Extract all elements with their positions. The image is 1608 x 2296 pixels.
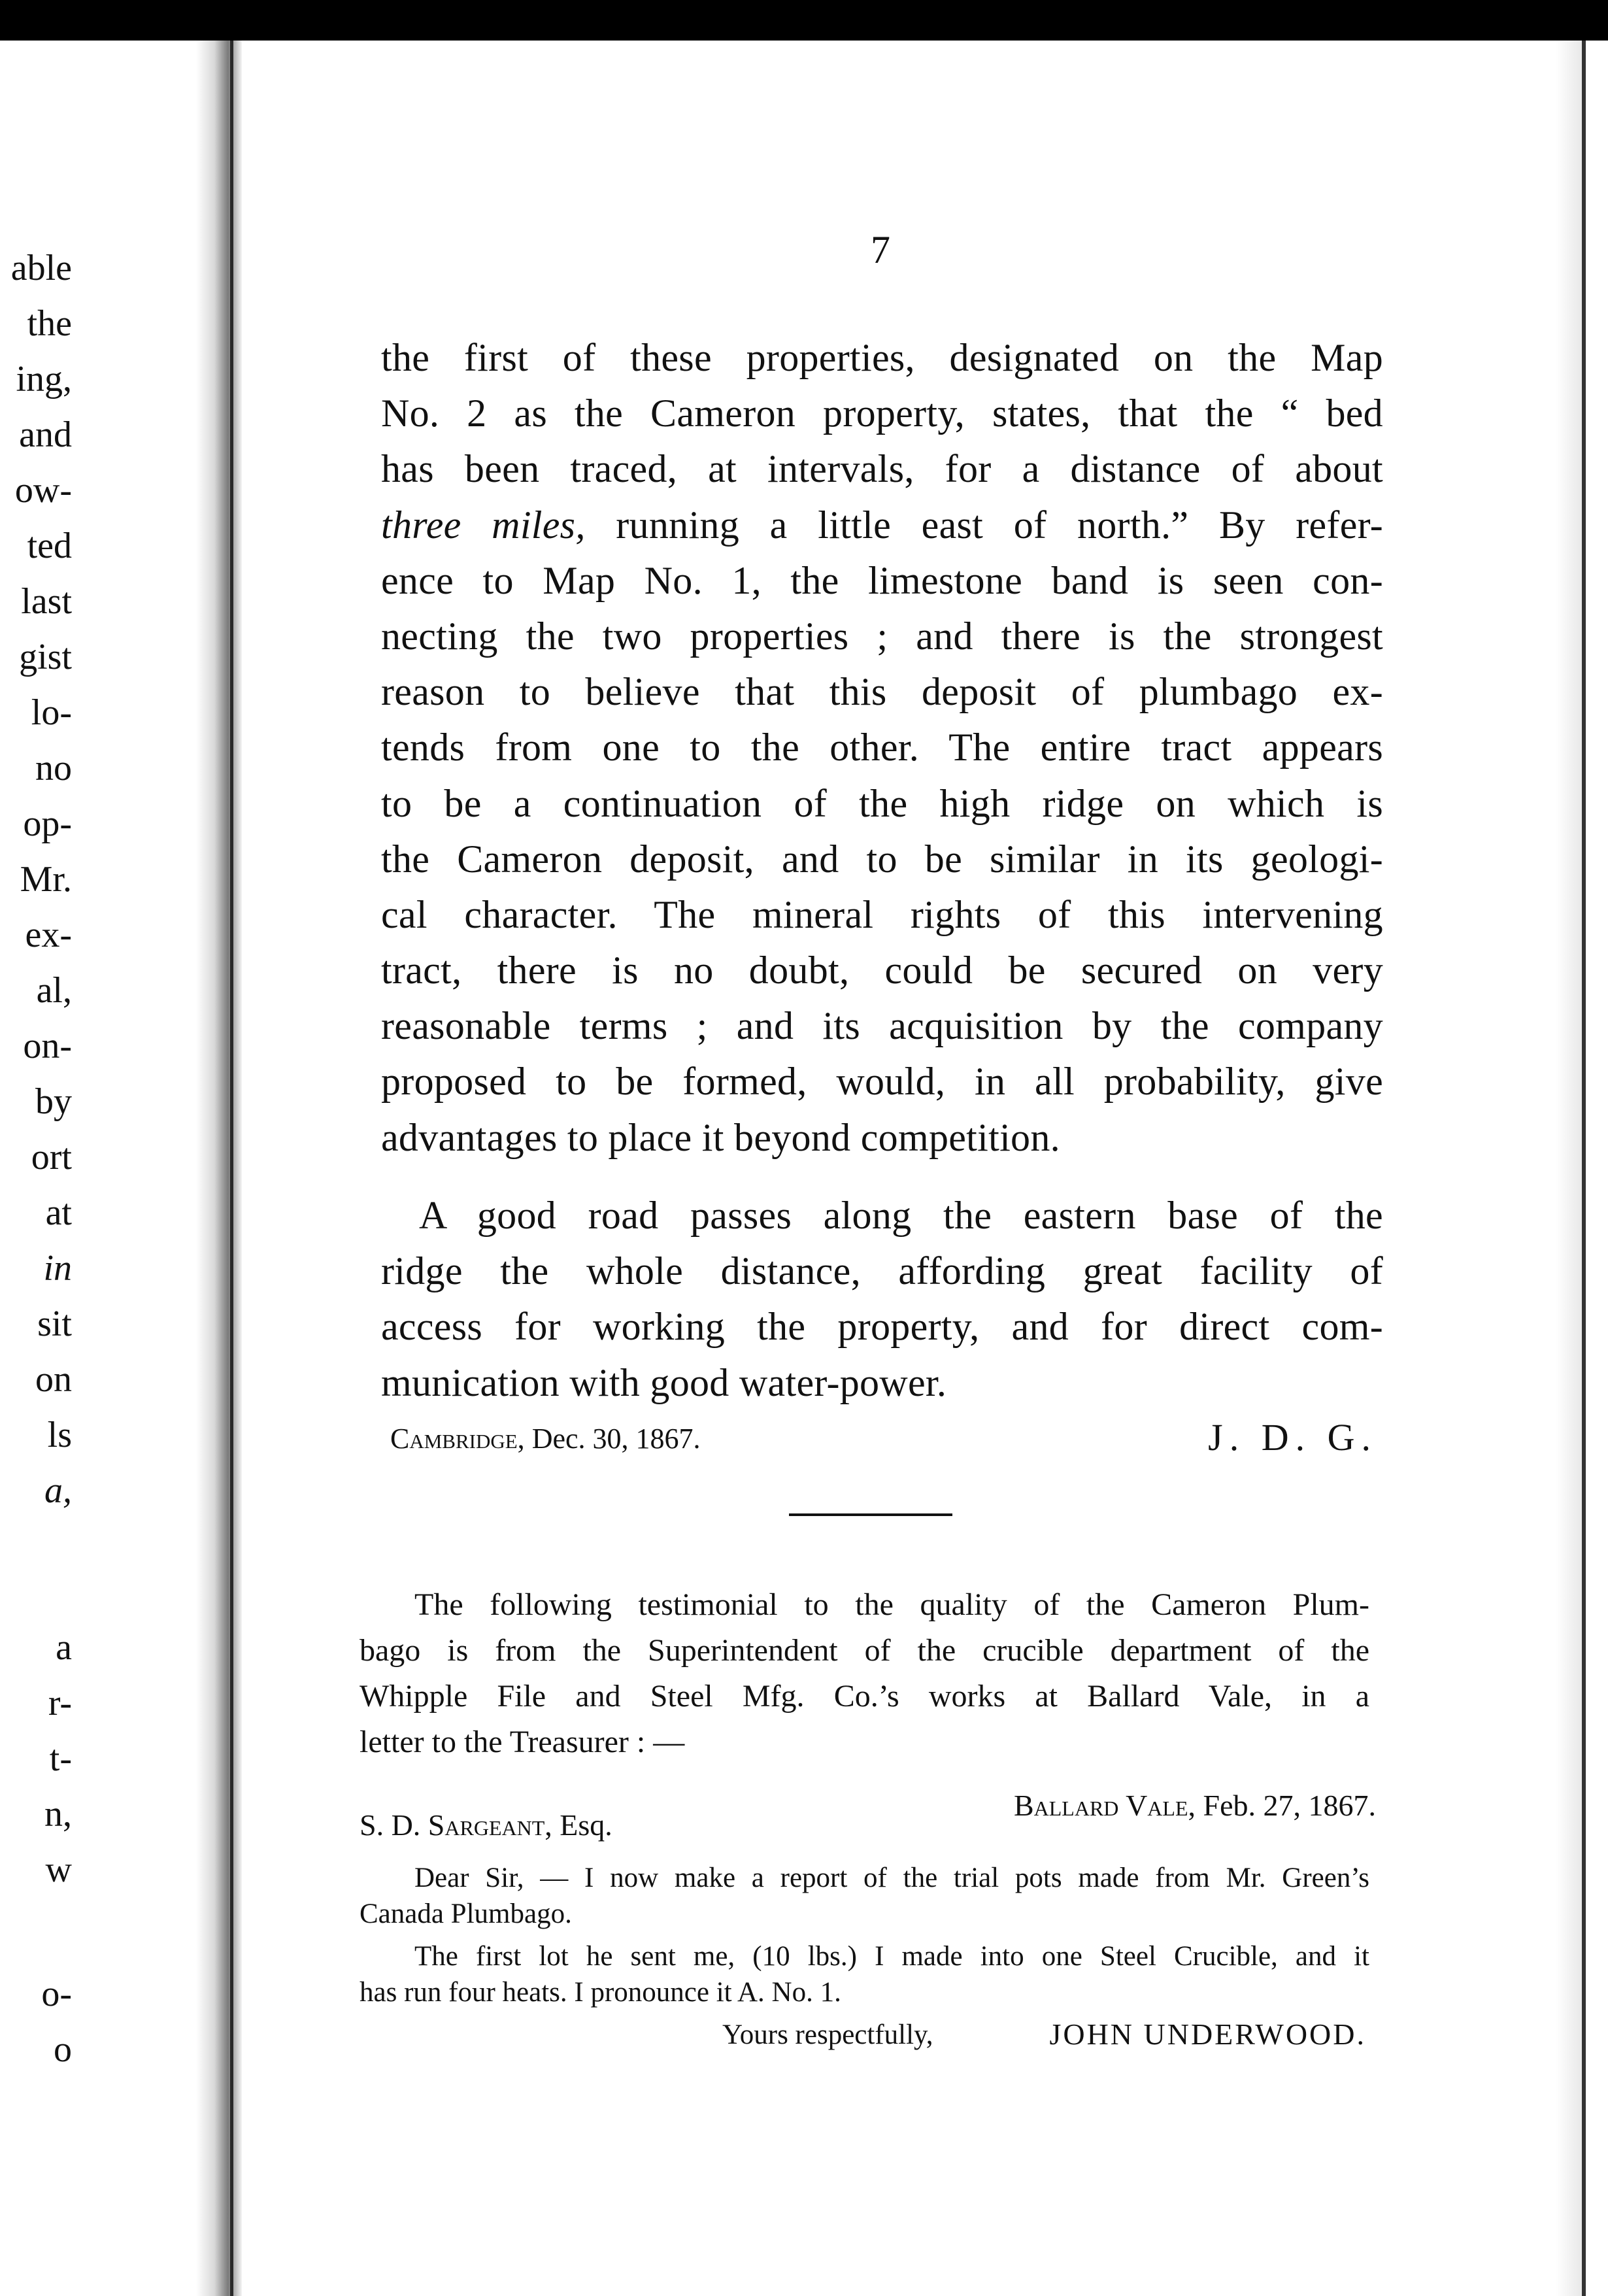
text-line-rest: running a little east of north.” By refer-: [616, 503, 1383, 547]
left-fragment: ls: [47, 1415, 72, 1455]
left-fragment: at: [45, 1192, 72, 1233]
left-fragment: the: [27, 303, 72, 344]
text-line: A good road passes along the eastern base of the: [419, 1194, 1383, 1237]
left-fragment: last: [21, 581, 72, 622]
letter-date: Feb. 27, 1867.: [1203, 1789, 1376, 1822]
left-fragment: able: [10, 248, 72, 288]
signature-row: [390, 1415, 1377, 1468]
left-fragment: o: [54, 2029, 72, 2070]
text-line: advantages to place it beyond competition.: [381, 1115, 1060, 1159]
text-line: the Cameron deposit, and to be similar in its geologi-: [381, 837, 1383, 881]
italic-phrase: three miles,: [381, 503, 586, 547]
text-line: proposed to be formed, would, in all probability, give: [381, 1060, 1383, 1104]
left-fragment: ex-: [25, 915, 72, 955]
text-line: The first lot he sent me, (10 lbs.) I made into one Steel Crucible, and it: [414, 1941, 1369, 1972]
left-fragment: ort: [31, 1137, 72, 1177]
left-fragment: op-: [23, 803, 72, 844]
body-paragraph-2: [381, 1188, 1383, 1411]
scan-top-border: [0, 0, 1608, 41]
letter-signature: JOHN UNDERWOOD.: [1049, 2017, 1366, 2051]
left-fragment: sit: [37, 1304, 72, 1344]
text-line: reasonable terms ; and its acquisition by the company: [381, 1004, 1383, 1048]
text-line: Canada Plumbago.: [360, 1899, 572, 1929]
addressee-suffix: Esq.: [560, 1808, 612, 1842]
body-paragraph-1: [381, 330, 1383, 1166]
text-line: cal character. The mineral rights of this intervening: [381, 892, 1383, 936]
left-fragment: no: [35, 748, 72, 788]
letter-closing: Yours respectfully,: [722, 2019, 933, 2050]
date: Dec. 30, 1867.: [531, 1423, 701, 1455]
text-line: has been traced, at intervals, for a distance of about: [381, 447, 1383, 491]
text-line: to be a continuation of the high ridge on which is: [381, 781, 1383, 825]
letter-paragraph-2: [360, 1938, 1369, 2010]
left-fragment: on-: [23, 1026, 72, 1066]
left-fragment: gist: [19, 637, 72, 677]
left-fragment: r-: [48, 1683, 72, 1723]
left-fragment: n,: [44, 1794, 72, 1834]
place: Cambridge,: [390, 1423, 525, 1455]
text-line: access for working the property, and for direct com-: [381, 1305, 1383, 1349]
book-gutter-shadow: [196, 41, 242, 2296]
text-line: Whipple File and Steel Mfg. Co.’s works at Ballard Vale, in a: [360, 1679, 1369, 1714]
left-fragment: Mr.: [20, 859, 72, 900]
text-line: reason to believe that this deposit of plumbago ex-: [381, 670, 1383, 714]
left-fragment: a,: [44, 1470, 72, 1511]
text-line: the first of these properties, designated on the Map: [381, 336, 1383, 379]
left-fragment: in: [43, 1248, 72, 1289]
left-fragment: by: [35, 1081, 72, 1122]
left-fragment: on: [35, 1359, 72, 1400]
left-fragment: and: [19, 414, 72, 455]
addressee-name: S. D. Sargeant,: [360, 1808, 552, 1842]
left-fragment: a: [56, 1627, 72, 1668]
section-divider: [789, 1513, 952, 1516]
letter-dateline: [1014, 1788, 1376, 1823]
author-initials: J. D. G.: [1208, 1416, 1377, 1459]
place-date: [390, 1422, 701, 1455]
text-line: ence to Map No. 1, the limestone band is seen con-: [381, 558, 1383, 602]
text-line-with-italic: [381, 498, 1383, 553]
left-fragment: ted: [27, 526, 72, 566]
text-line: munication with good water-power.: [381, 1360, 947, 1404]
left-fragment: t-: [49, 1738, 72, 1779]
left-fragment: o-: [41, 1974, 72, 2014]
book-gutter-line: [230, 41, 233, 2296]
left-fragment: lo-: [31, 692, 72, 733]
text-line: No. 2 as the Cameron property, states, that the “ bed: [381, 392, 1383, 435]
testimonial-intro: [360, 1582, 1369, 1765]
text-line: The following testimonial to the quality of the Cameron Plum-: [414, 1587, 1369, 1622]
page-edge-shade: [1556, 41, 1582, 2296]
text-line: tract, there is no doubt, could be secured on very: [381, 949, 1383, 992]
text-line: letter to the Treasurer : —: [360, 1725, 685, 1759]
text-line: necting the two properties ; and there is the strongest: [381, 614, 1383, 658]
letter-addressee: [360, 1808, 612, 1842]
left-fragment: al,: [36, 970, 72, 1011]
left-fragment: ow-: [14, 470, 72, 511]
text-line: ridge the whole distance, affording great facility of: [381, 1249, 1383, 1293]
left-fragment: w: [45, 1849, 72, 1890]
text-line: tends from one to the other. The entire tract appears: [381, 726, 1383, 769]
letter-paragraph-1: [360, 1860, 1369, 1932]
text-line: has run four heats. I pronounce it A. No. 1.: [360, 1977, 841, 2008]
text-line: bago is from the Superintendent of the crucible department of the: [360, 1633, 1369, 1668]
page-number: 7: [871, 228, 890, 271]
page-right-edge: [1582, 41, 1586, 2296]
letter-place: Ballard Vale,: [1013, 1789, 1196, 1822]
left-fragment: ing,: [16, 359, 72, 399]
text-line: Dear Sir, — I now make a report of the trial pots made from Mr. Green’s: [414, 1863, 1369, 1893]
